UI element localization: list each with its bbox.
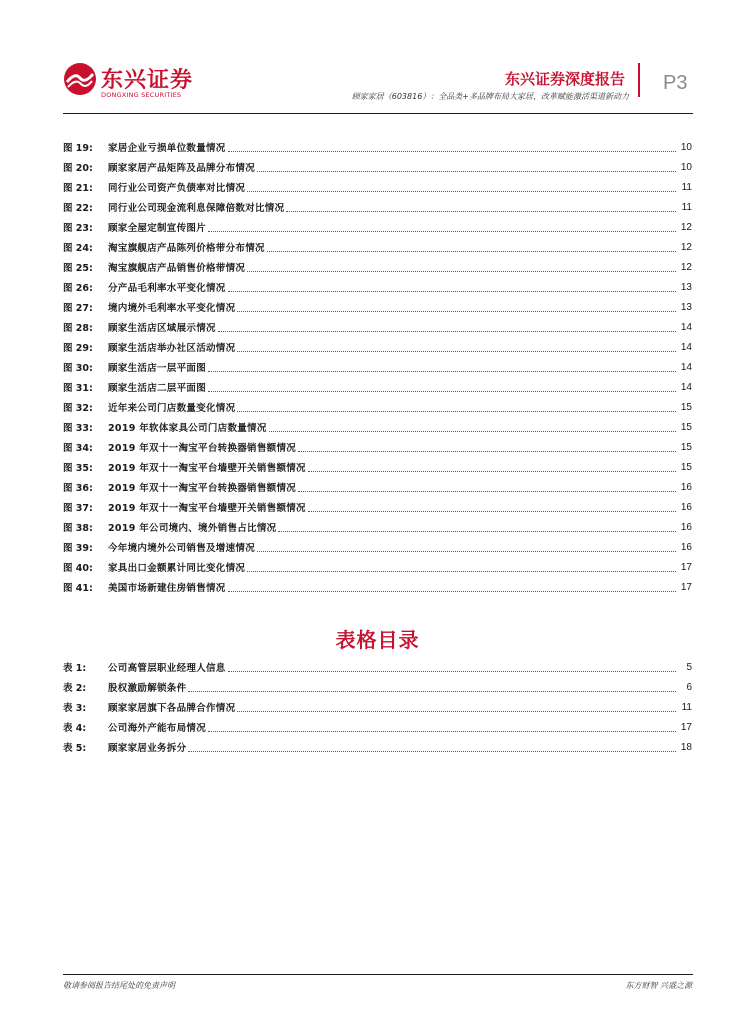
toc-entry-label: 图 39:	[63, 543, 93, 554]
toc-entry-title: 淘宝旗舰店产品销售价格带情况	[108, 263, 246, 274]
footer-rule	[63, 974, 693, 975]
toc-leader-dots	[188, 750, 676, 752]
toc-entry[interactable]	[63, 417, 692, 437]
toc-entry-label: 图 25:	[63, 263, 93, 274]
toc-entry-label: 表 2:	[63, 683, 87, 694]
table-toc-heading: 表格目录	[335, 628, 420, 652]
toc-entry-label: 图 40:	[63, 563, 93, 574]
toc-leader-dots	[298, 490, 676, 492]
toc-entry-page: 16	[680, 521, 692, 533]
toc-entry-title: 近年来公司门店数量变化情况	[108, 403, 236, 414]
toc-entry-page: 14	[680, 341, 692, 353]
toc-entry-title: 境内境外毛利率水平变化情况	[108, 303, 236, 314]
toc-entry-title: 淘宝旗舰店产品陈列价格带分布情况	[108, 243, 265, 254]
toc-entry[interactable]	[63, 517, 692, 537]
toc-entry[interactable]	[63, 557, 692, 577]
toc-entry[interactable]	[63, 137, 692, 157]
toc-entry-title: 家具出口金额累计同比变化情况	[108, 563, 246, 574]
toc-leader-dots	[257, 170, 676, 172]
toc-entry[interactable]	[63, 357, 692, 377]
toc-entry-page: 16	[680, 481, 692, 493]
toc-entry-label: 图 29:	[63, 343, 93, 354]
toc-entry-title: 美国市场新建住房销售情况	[108, 583, 226, 594]
toc-entry-page: 10	[680, 141, 692, 153]
toc-entry[interactable]	[63, 377, 692, 397]
toc-leader-dots	[278, 530, 676, 532]
toc-entry-label: 图 41:	[63, 583, 93, 594]
toc-leader-dots	[208, 370, 676, 372]
toc-entry[interactable]	[63, 737, 692, 757]
toc-leader-dots	[237, 310, 676, 312]
footer-disclaimer: 敬请参阅报告结尾处的免责声明	[63, 981, 175, 990]
toc-leader-dots	[208, 390, 676, 392]
toc-entry-label: 图 27:	[63, 303, 93, 314]
logo-chinese-name: 东兴证券	[101, 68, 194, 93]
toc-entry-label: 图 31:	[63, 383, 93, 394]
page-header	[0, 0, 755, 125]
toc-entry-page: 17	[680, 581, 692, 593]
toc-leader-dots	[269, 430, 676, 432]
toc-leader-dots	[218, 330, 676, 332]
toc-entry[interactable]	[63, 577, 692, 597]
dongxing-logo-icon	[63, 62, 97, 96]
toc-entry-title: 2019 年公司境内、境外销售占比情况	[108, 523, 277, 534]
toc-entry-label: 图 26:	[63, 283, 93, 294]
toc-entry-page: 12	[680, 261, 692, 273]
toc-entry-page: 12	[680, 221, 692, 233]
toc-entry-label: 图 23:	[63, 223, 93, 234]
toc-leader-dots	[267, 250, 676, 252]
toc-entry[interactable]	[63, 157, 692, 177]
toc-entry-page: 17	[680, 721, 692, 733]
toc-entry-label: 图 37:	[63, 503, 93, 514]
header-divider	[638, 63, 640, 97]
toc-entry-title: 今年境内境外公司销售及增速情况	[108, 543, 256, 554]
toc-leader-dots	[286, 210, 676, 212]
toc-leader-dots	[308, 470, 676, 472]
toc-entry-page: 14	[680, 361, 692, 373]
toc-entry[interactable]	[63, 277, 692, 297]
toc-entry[interactable]	[63, 497, 692, 517]
toc-entry-page: 14	[680, 381, 692, 393]
toc-entry-label: 图 20:	[63, 163, 93, 174]
toc-entry[interactable]	[63, 657, 692, 677]
toc-entry-label: 图 34:	[63, 443, 93, 454]
toc-leader-dots	[208, 230, 676, 232]
toc-entry-label: 表 3:	[63, 703, 87, 714]
toc-entry-page: 11	[681, 201, 692, 213]
toc-entry-label: 表 4:	[63, 723, 87, 734]
toc-entry[interactable]	[63, 197, 692, 217]
toc-entry-label: 图 32:	[63, 403, 93, 414]
toc-entry-title: 顾家生活店区域展示情况	[108, 323, 216, 334]
toc-entry-label: 图 33:	[63, 423, 93, 434]
toc-entry-title: 顾家家居业务拆分	[108, 743, 187, 754]
toc-entry-label: 图 28:	[63, 323, 93, 334]
toc-entry-title: 2019 年双十一淘宝平台墙壁开关销售额情况	[108, 503, 306, 514]
page-number: P3	[663, 72, 688, 94]
company-logo	[63, 62, 193, 104]
toc-entry-label: 图 36:	[63, 483, 93, 494]
toc-entry-label: 图 35:	[63, 463, 93, 474]
toc-entry-title: 顾家家居产品矩阵及品牌分布情况	[108, 163, 256, 174]
toc-entry-label: 图 24:	[63, 243, 93, 254]
toc-entry-title: 2019 年软体家具公司门店数量情况	[108, 423, 267, 434]
toc-entry-label: 图 19:	[63, 143, 93, 154]
toc-entry-title: 同行业公司资产负债率对比情况	[108, 183, 246, 194]
footer-slogan: 东方财智 兴盛之源	[625, 981, 692, 990]
toc-entry-title: 同行业公司现金流利息保障倍数对比情况	[108, 203, 285, 214]
toc-entry-title: 家居企业亏损单位数量情况	[108, 143, 226, 154]
toc-entry-title: 顾家全屋定制宣传图片	[108, 223, 207, 234]
toc-leader-dots	[188, 690, 676, 692]
toc-entry-label: 表 5:	[63, 743, 87, 754]
toc-entry-label: 图 30:	[63, 363, 93, 374]
toc-entry[interactable]	[63, 257, 692, 277]
toc-leader-dots	[208, 730, 676, 732]
logo-english-name: DONGXING SECURITIES	[101, 91, 182, 99]
toc-entry-title: 2019 年双十一淘宝平台转换器销售额情况	[108, 483, 297, 494]
toc-leader-dots	[308, 510, 676, 512]
toc-entry-title: 2019 年双十一淘宝平台墙壁开关销售额情况	[108, 463, 306, 474]
toc-entry-page: 16	[680, 541, 692, 553]
report-subtitle: 顾家家居（603816）：全品类+多品牌布局大家居，改革赋能激活渠道新动力	[351, 92, 629, 101]
toc-entry-title: 顾家家居旗下各品牌合作情况	[108, 703, 236, 714]
toc-entry-page: 13	[680, 301, 692, 313]
toc-entry[interactable]	[63, 457, 692, 477]
toc-leader-dots	[228, 670, 676, 672]
figure-toc	[63, 137, 692, 597]
toc-entry-label: 表 1:	[63, 663, 87, 674]
toc-leader-dots	[237, 350, 676, 352]
toc-entry[interactable]	[63, 537, 692, 557]
toc-entry-page: 15	[680, 461, 692, 473]
toc-entry[interactable]	[63, 317, 692, 337]
header-rule	[63, 113, 693, 114]
toc-entry-page: 5	[686, 661, 692, 673]
toc-entry[interactable]	[63, 237, 692, 257]
toc-entry-page: 12	[680, 241, 692, 253]
toc-entry-page: 6	[686, 681, 692, 693]
toc-entry-title: 公司海外产能布局情况	[108, 723, 207, 734]
toc-leader-dots	[228, 150, 676, 152]
toc-entry-title: 顾家生活店二层平面图	[108, 383, 207, 394]
toc-entry[interactable]	[63, 397, 692, 417]
toc-leader-dots	[247, 270, 676, 272]
toc-entry-label: 图 38:	[63, 523, 93, 534]
toc-entry-title: 顾家生活店一层平面图	[108, 363, 207, 374]
toc-leader-dots	[228, 290, 676, 292]
toc-entry[interactable]	[63, 177, 692, 197]
toc-entry-page: 18	[680, 741, 692, 753]
toc-leader-dots	[237, 410, 676, 412]
toc-entry[interactable]	[63, 297, 692, 317]
toc-entry-title: 分产品毛利率水平变化情况	[108, 283, 226, 294]
toc-leader-dots	[247, 570, 676, 572]
toc-entry[interactable]	[63, 217, 692, 237]
toc-entry-page: 14	[680, 321, 692, 333]
toc-entry-page: 17	[680, 561, 692, 573]
toc-entry-page: 10	[680, 161, 692, 173]
toc-entry-page: 11	[681, 181, 692, 193]
toc-entry-page: 15	[680, 401, 692, 413]
toc-leader-dots	[237, 710, 676, 712]
toc-entry-title: 股权激励解锁条件	[108, 683, 187, 694]
toc-entry[interactable]	[63, 717, 692, 737]
toc-entry-page: 16	[680, 501, 692, 513]
toc-entry-title: 顾家生活店举办社区活动情况	[108, 343, 236, 354]
toc-entry-title: 公司高管层职业经理人信息	[108, 663, 226, 674]
toc-entry[interactable]	[63, 477, 692, 497]
toc-leader-dots	[257, 550, 676, 552]
toc-entry-page: 11	[681, 701, 692, 713]
report-title: 东兴证券深度报告	[504, 70, 625, 88]
toc-leader-dots	[228, 590, 676, 592]
toc-leader-dots	[298, 450, 676, 452]
toc-entry[interactable]	[63, 677, 692, 697]
toc-entry-page: 13	[680, 281, 692, 293]
table-toc	[63, 657, 692, 757]
toc-entry-title: 2019 年双十一淘宝平台转换器销售额情况	[108, 443, 297, 454]
toc-entry-page: 15	[680, 441, 692, 453]
toc-entry[interactable]	[63, 697, 692, 717]
toc-entry[interactable]	[63, 337, 692, 357]
toc-entry-label: 图 21:	[63, 183, 93, 194]
toc-entry-label: 图 22:	[63, 203, 93, 214]
toc-entry-page: 15	[680, 421, 692, 433]
toc-leader-dots	[247, 190, 676, 192]
toc-entry[interactable]	[63, 437, 692, 457]
